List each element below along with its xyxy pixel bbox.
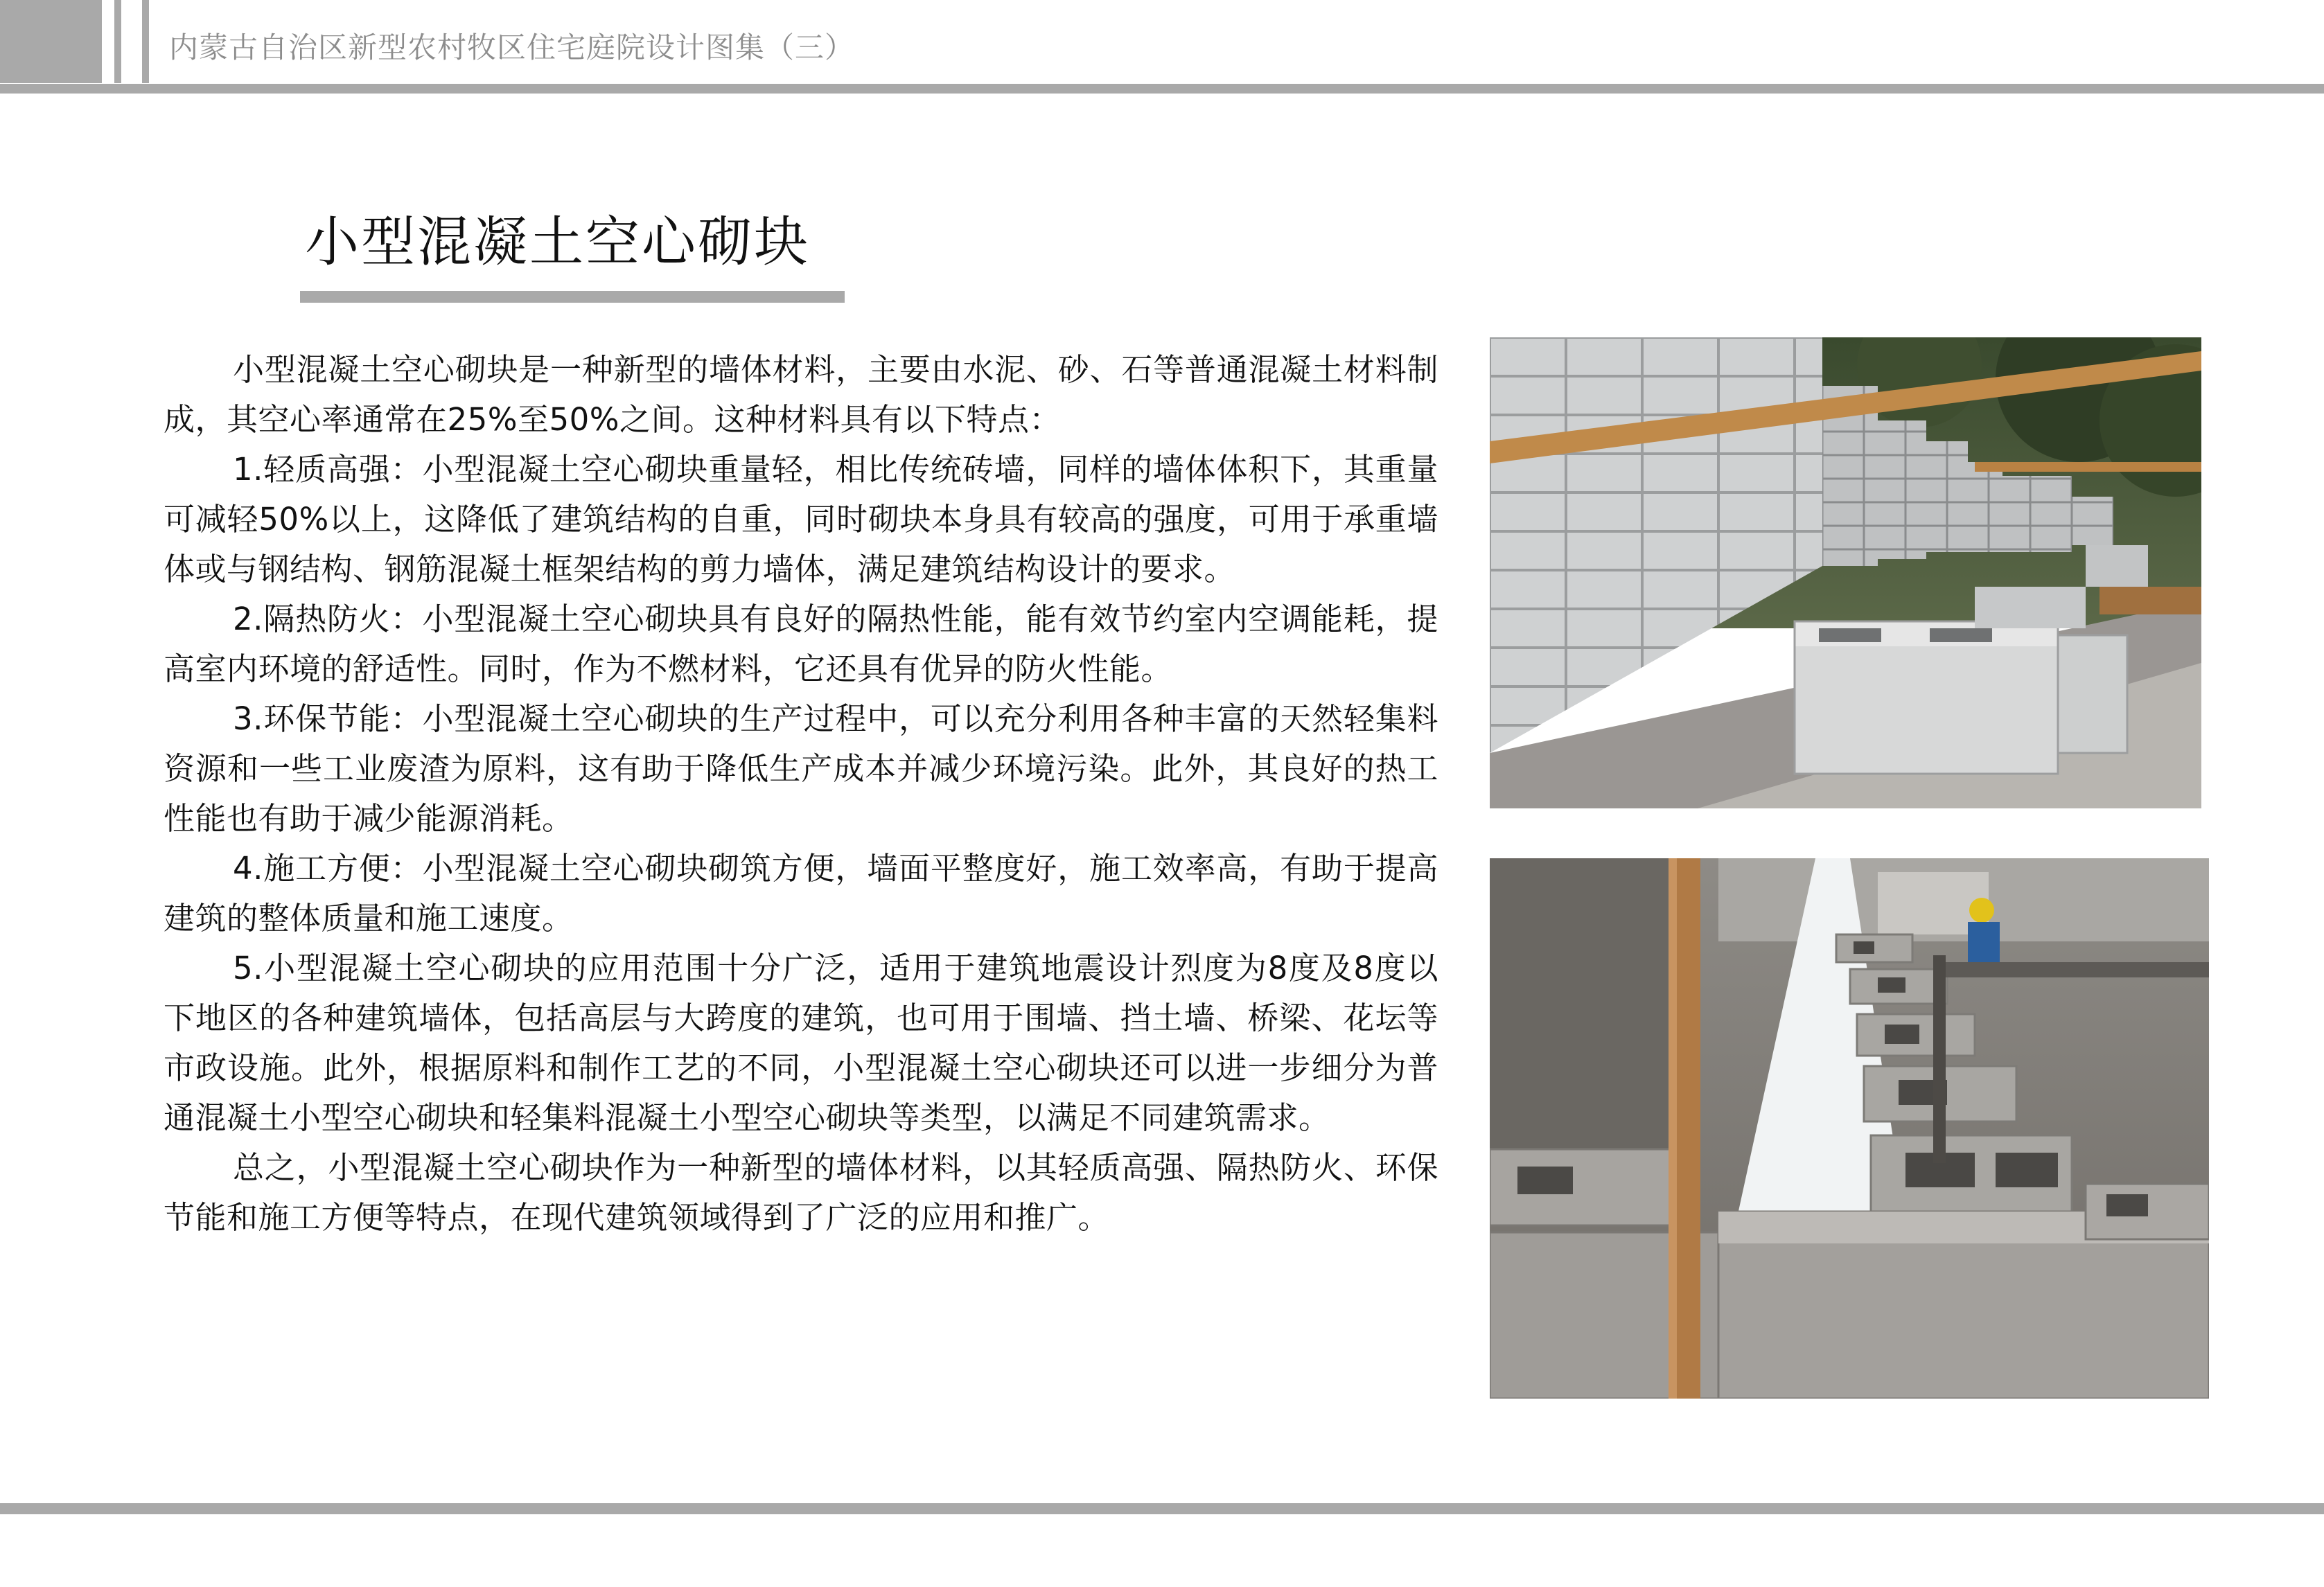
block-wall-illustration bbox=[1490, 337, 2201, 808]
block-laying-photo bbox=[1490, 858, 2209, 1399]
title-underline bbox=[300, 291, 845, 303]
body-text bbox=[164, 345, 1438, 1243]
feature-paragraph: 5.小型混凝土空心砌块的应用范围十分广泛，适用于建筑地震设计烈度为8度及8度以下地区的各种建筑墙体，包括高层与大跨度的建筑，也可用于围墙、挡土墙、桥梁、花坛等市政设施。此外，根据原料和制作工艺的不同，小型混凝土空心砌块还可以进一步细分为普通混凝土小型空心砌块和轻集料混凝土小型空心砌块等类型，以满足不同建筑需求。 bbox=[164, 950, 1438, 1136]
block-wall-photo bbox=[1490, 337, 2201, 808]
header-stripe bbox=[114, 0, 121, 83]
intro-paragraph: 小型混凝土空心砌块是一种新型的墙体材料，主要由水泥、砂、石等普通混凝土材料制成，其空心率通常在25%至50%之间。这种材料具有以下特点： bbox=[164, 351, 1438, 438]
footer-rule bbox=[0, 1503, 2324, 1514]
summary-paragraph: 总之，小型混凝土空心砌块作为一种新型的墙体材料，以其轻质高强、隔热防火、环保节能和施工方便等特点，在现代建筑领域得到了广泛的应用和推广。 bbox=[164, 1149, 1438, 1236]
feature-paragraph: 3.环保节能：小型混凝土空心砌块的生产过程中，可以充分利用各种丰富的天然轻集料资源和一些工业废渣为原料，这有助于降低生产成本并减少环境污染。此外，其良好的热工性能也有助于减少能源消耗。 bbox=[164, 700, 1438, 837]
header-title: 内蒙古自治区新型农村牧区住宅庭院设计图集（三） bbox=[169, 30, 855, 64]
header-stripe bbox=[142, 0, 149, 83]
feature-paragraph: 1.轻质高强：小型混凝土空心砌块重量轻，相比传统砖墙，同样的墙体体积下，其重量可减轻50%以上，这降低了建筑结构的自重，同时砌块本身具有较高的强度，可用于承重墙体或与钢结构、钢筋混凝土框架结构的剪力墙体，满足建筑结构设计的要求。 bbox=[164, 451, 1438, 587]
header-block bbox=[0, 0, 102, 83]
feature-paragraph: 4.施工方便：小型混凝土空心砌块砌筑方便，墙面平整度好，施工效率高，有助于提高建筑的整体质量和施工速度。 bbox=[164, 850, 1438, 937]
header-rule bbox=[0, 84, 2324, 94]
block-laying-illustration bbox=[1490, 858, 2209, 1399]
page-title: 小型混凝土空心砌块 bbox=[305, 211, 811, 274]
feature-paragraph: 2.隔热防火：小型混凝土空心砌块具有良好的隔热性能，能有效节约室内空调能耗，提高室内环境的舒适性。同时，作为不燃材料，它还具有优异的防火性能。 bbox=[164, 601, 1438, 687]
